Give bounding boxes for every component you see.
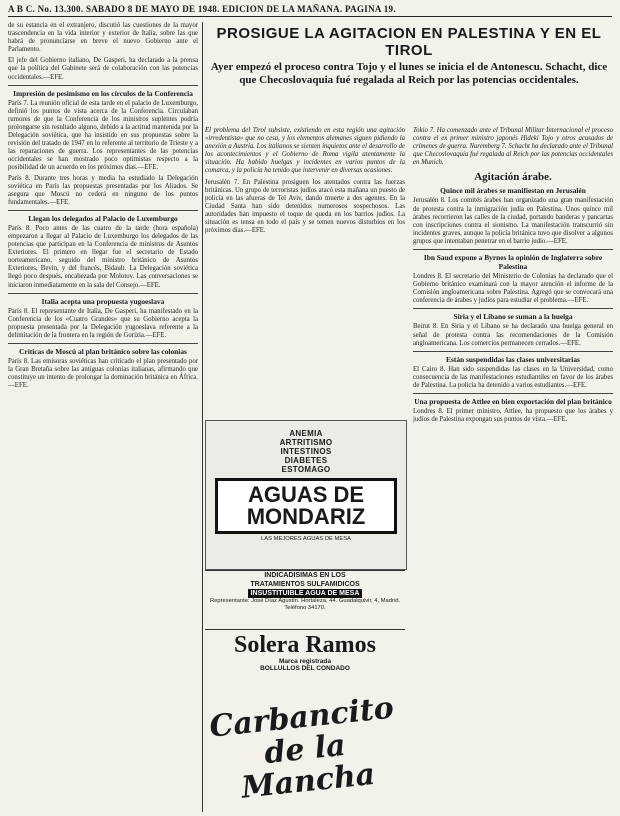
divider [413,351,613,352]
ad2-representative: Representante: José Díaz Agustín. Hortaleza, 44. Guadalquivir, 4, Madrid. Teléfono 34170. [209,598,401,611]
proceso-italic: Tokio 7. Ha comenzado ante el Tribunal Militar Internacional el proceso contra el ex primer ministro japonés Hideki Tojo y otros acusados de crímenes de guerra. Nuremberg 7. Schacht ha declarado ante el Tribunal que Checoslovaquia fué regalada al Reich por las potencias occidentales en Munich. [413,127,613,167]
mondariz-brand-sub: LAS MEJORES AGUAS DE MESA [261,536,351,542]
section-body-moscu: París 8. Las emisoras soviéticas han criticado el plan presentado por la Gran Bretaña sobre las antiguas colonias italianas, afirmando que constituye un intento de prolongar la dominación británica en África.—EFE. [8,358,198,390]
mondariz-ad-list [206,429,406,474]
ad-list-item: ARTRITISMO [279,438,333,447]
masthead: A B C. No. 13.300. SABADO 8 DE MAYO DE 1948. EDICION DE LA MAÑANA. PAGINA 19. [8,4,612,17]
sulfamidicos-ad [205,570,405,630]
ad-list-item: ANEMIA [289,429,323,438]
ad-list-item: DIABETES [284,456,328,465]
section-title-luxemburgo: Llegan los delegados al Palacio de Luxemburgo [28,213,178,223]
ad2-line2: TRATAMIENTOS SULFAMIDICOS [250,581,360,588]
siria-body: Beirut 8. En Siria y el Líbano se ha declarado una huelga general en señal de protesta contra las recomendaciones de la Comisión angloamericana. Los comercios permanecen cerrados.—EFE. [413,323,613,347]
right-area [205,22,613,812]
section-title-italia: Italia acepta una propuesta yugoeslava [41,296,165,306]
solera-sub1: Marca registrada [278,658,332,665]
clases-body: El Cairo 8. Han sido suspendidas las clases en la Universidad, como consecuencia de las manifestaciones estudiantiles en favor de los árabes de Palestina. La policía ha detenido a varios estudiantes.—EFE. [413,365,613,389]
left-lead: El jefe del Gobierno italiano, De Gasperi, ha declarado a la prensa que la política del Gabinete será de colaboración con las potencias occidentales.—EFE. [8,57,198,81]
main-subhead: Ayer empezó el proceso contra Tojo y el lunes se inicia el de Antonescu. Schacht, dice que Checoslovaquia fué regalada al Reich por las potencias occidentales. [210,61,608,86]
left-intro: de su estancia en el extranjero, discutió las cuestiones de la mayor trascendencia en la vida interior y exterior de Italia, sobre las que habrá de pronunciarse en breve el nuevo Gobierno ante el Parlamento. [8,22,198,54]
section-body-pesimismo: París 7. La reunión oficial de esta tarde en el palacio de Luxemburgo, definió los puntos de vista acerca de la Conferencia. Circulaban rumores de que la Conferencia de los ministros suplentes podría prolongarse sin resultado alguno, debido a la actitud mantenida por la Delegación soviética, que ha insistido en sus propuestas sobre la revisión del tratado de 1947 en lo referente al territorio de Trieste y a las reparaciones de guerra. Los representantes de las potencias occidentales se han mostrado poco optimistas respecto a la posibilidad de un acuerdo en los próximos días.—EFE. [8,99,198,172]
ad-list-item: INTESTINOS [280,447,332,456]
right-subcolumn-a [205,127,405,417]
byrnes-title: Ibn Saud expone a Byrnes la opinión de Inglaterra sobre Palestina [423,253,603,272]
tirol-italic: El problema del Tirol subsiste, existiendo en esta región una agitación «irredentista» que no cesa, y los elementos alemanes siguen pidiendo la anexión a Austria. Los italianos se sienten inquietos ante el desarrollo de los acontecimientos y el Gobierno de Roma vigila atentamente la situación. Ha habido huelgas y incidentes en varios puntos de la comarca, y la policía ha tenido que intervenir en diversas ocasiones. [205,127,405,175]
divider [413,393,613,394]
siria-title: Siria y el Líbano se suman a la huelga [453,312,573,322]
divider [8,210,198,211]
carbancito-ad [205,684,405,806]
carbancito-brand: Carbancito de la Mancha [207,690,396,806]
mondariz-brand: AGUAS DE MONDARIZ [215,478,397,534]
solera-title: Solera Ramos [234,632,376,658]
section-body-italia: París 8. El representante de Italia, De Gasperi, ha manifestado en la Conferencia de los «Cuatro Grandes» que su Gobierno acepta la propuesta presentada por la Delegación yugoeslava referente a la delimitación de la frontera en la región de Gorizia.—EFE. [8,307,198,339]
mondariz-ad [205,420,407,570]
solera-sub2: BOLLULLOS DEL CONDADO [260,665,350,672]
ad2-line1: INDICADISIMAS EN LOS [264,572,346,579]
divider [8,343,198,344]
section-body-pesimismo-2: París 8. Durante tres horas y media ha estudiado la Delegación soviética en París las propuestas presentadas por los Aliados. Se asegura que Moscú no cederá en ninguno de los puntos fundamentales.—EFE. [8,174,198,206]
attlee-body: Londres 8. El primer ministro, Attlee, ha propuesto que los árabes y judíos de Palestina expongan sus puntos de vista.—EFE. [413,407,613,424]
arabe-body: Jerusalén 8. Los comités árabes han organizado una gran manifestación de protesta contra la inmigración judía en Palestina. Unos quince mil árabes recorrieron las calles de la ciudad, portando banderas y pancartas con inscripciones contra el sionismo. La manifestación transcurrió sin incidentes graves, aunque la policía británica tuvo que disolver a algunos grupos que intentaban penetrar en el barrio judío.—EFE. [413,197,613,245]
clases-title: Están suspendidas las clases universitarias [446,354,580,364]
arabe-subtitle: Quince mil árabes se manifiestan en Jerusalén [440,186,586,196]
ad-list-item: ESTOMAGO [281,465,331,474]
attlee-title: Una propuesta de Attlee en bien exportación del plan británico [414,396,612,406]
section-title-moscu: Críticas de Moscú al plan británico sobre las colonias [19,347,187,356]
section-body-luxemburgo: París 8. Poco antes de las cuatro de la tarde (hora española) empezaron a llegar al Palacio de Luxemburgo los delegados de las potencias que participan en la Conferencia de ministros de Asuntos Exteriores. El primero en llegar fue el secretario de Estado norteamericano, seguido del ministro británico de Asuntos Exteriores, Bevin, y del francés, Bidault. La Delegación soviética llegó poco después, encabezada por Molotov. Las conversaciones se iniciaron inmediatamente en la sala del Consejo.—EFE. [8,224,198,289]
arabe-title: Agitación árabe. [474,171,552,184]
divider [413,249,613,250]
section-title-pesimismo: Impresión de pesimismo en los círculos de la Conferencia [13,88,193,98]
main-headline: PROSIGUE LA AGITACION EN PALESTINA Y EN EL TIROL [216,25,602,59]
byrnes-body: Londres 8. El secretario del Ministerio de Colonias ha declarado que el Gobierno británico examinará con la mayor atención el informe de la Comisión angloamericana sobre Palestina. Agregó que se convocará una conferencia de árabes y judíos para estudiar el problema.—EFE. [413,273,613,305]
right-subcolumn-b [413,127,613,807]
divider [8,293,198,294]
divider [413,308,613,309]
left-column [8,22,203,812]
ad2-line3: INSUSTITUIBLE AGUA DE MESA [248,589,363,598]
palestina-body: Jerusalén 7. En Palestina prosiguen los atentados contra las fuerzas británicas. Un grupo de terroristas judíos atacó esta mañana un puesto de policía en las afueras de Tel Aviv, dando muerte a dos agentes. En la Ciudad Santa han sido detenidos numerosos sospechosos. Las autoridades han impuesto el toque de queda en los barrios judíos. La situación es tensa en todo el país y se temen nuevos disturbios en los próximos días.—EFE. [205,178,405,235]
divider [8,85,198,86]
solera-ramos-ad [205,632,405,678]
